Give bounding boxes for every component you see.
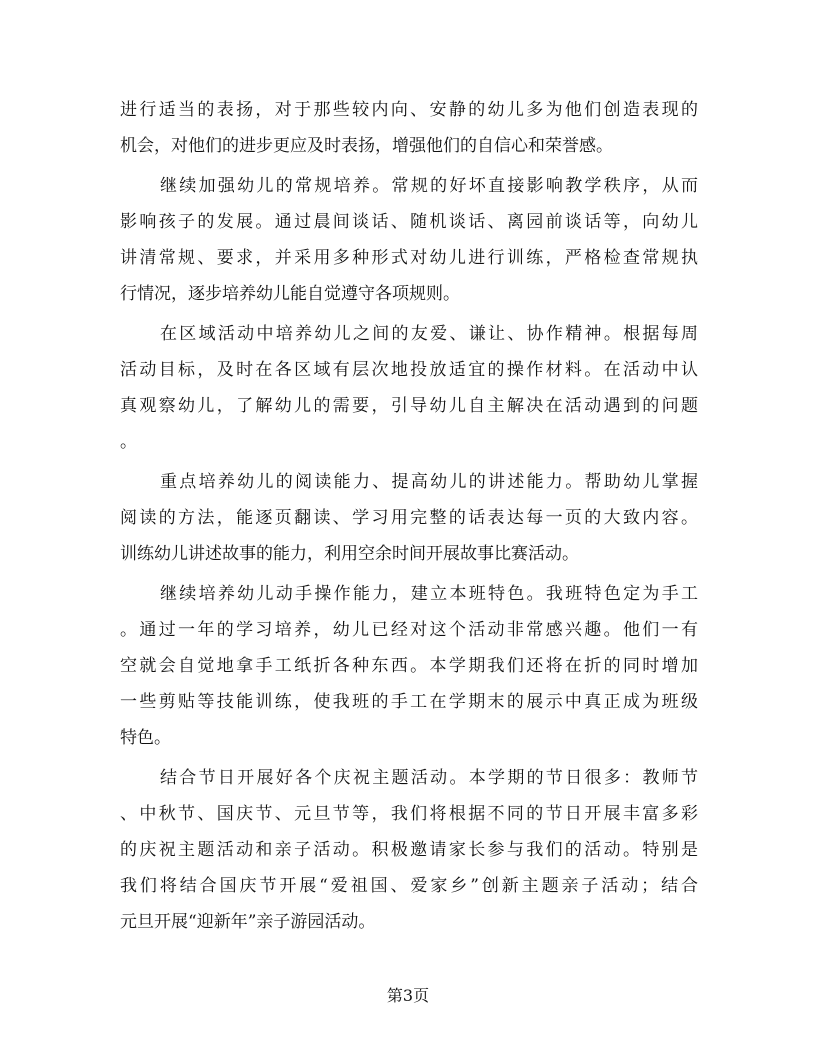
text-line: 机会，对他们的进步更应及时表扬，增强他们的自信心和荣誉感。 (120, 136, 613, 156)
text-line: 、中秋节、国庆节、元旦节等，我们将根据不同的节日开展丰富多彩 (120, 804, 698, 824)
text-line: 重点培养幼儿的阅读能力、提高幼儿的讲述能力。帮助幼儿掌握 (160, 472, 698, 492)
text-line: 继续培养幼儿动手操作能力，建立本班特色。我班特色定为手工 (160, 584, 698, 604)
text-line: 元旦开展“迎新年”亲子游园活动。 (120, 912, 376, 932)
text-line: 在区域活动中培养幼儿之间的友爱、谦让、协作精神。根据每周 (160, 324, 698, 344)
body-text (120, 92, 698, 940)
text-line: 。通过一年的学习培养，幼儿已经对这个活动非常感兴趣。他们一有 (120, 620, 698, 640)
page-number: 第3页 (386, 986, 430, 1005)
text-line: 行情况，逐步培养幼儿能自觉遵守各项规则。 (120, 284, 460, 304)
text-line: 空就会自觉地拿手工纸折各种东西。本学期我们还将在折的同时增加 (120, 656, 698, 676)
text-line: 结合节日开展好各个庆祝主题活动。本学期的节日很多：教师节 (160, 768, 698, 788)
text-line: 真观察幼儿，了解幼儿的需要，引导幼儿自主解决在活动遇到的问题 (120, 396, 698, 416)
text-line: 阅读的方法，能逐页翻读、学习用完整的话表达每一页的大致内容。 (120, 508, 698, 528)
text-line: 活动目标，及时在各区域有层次地投放适宜的操作材料。在活动中认 (120, 360, 698, 380)
text-line: 继续加强幼儿的常规培养。常规的好坏直接影响教学秩序，从而 (160, 176, 698, 196)
text-line: 我们将结合国庆节开展“爱祖国、爱家乡”创新主题亲子活动；结合 (120, 876, 698, 896)
text-line: 的庆祝主题活动和亲子活动。积极邀请家长参与我们的活动。特别是 (120, 840, 698, 860)
text-line: 一些剪贴等技能训练，使我班的手工在学期末的展示中真正成为班级 (120, 692, 698, 712)
text-line: 训练幼儿讲述故事的能力，利用空余时间开展故事比赛活动。 (120, 544, 579, 564)
text-line: 特色。 (120, 728, 171, 748)
text-line: 讲清常规、要求，并采用多种形式对幼儿进行训练，严格检查常规执 (120, 248, 698, 268)
text-line: 。 (120, 432, 137, 452)
text-line: 进行适当的表扬，对于那些较内向、安静的幼儿多为他们创造表现的 (120, 100, 698, 120)
text-line: 影响孩子的发展。通过晨间谈话、随机谈话、离园前谈话等，向幼儿 (120, 212, 698, 232)
